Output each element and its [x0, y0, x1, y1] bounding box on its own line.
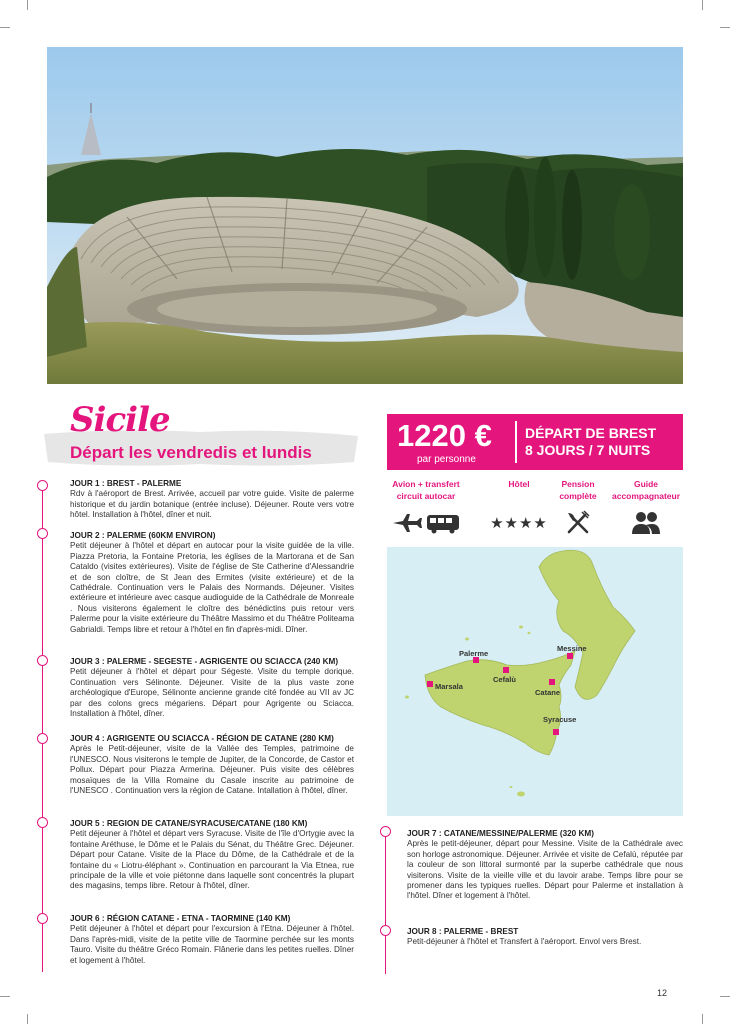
crop-mark — [720, 996, 730, 997]
timeline-dot — [37, 655, 48, 666]
crop-mark — [27, 0, 28, 10]
crop-mark — [0, 996, 10, 997]
itinerary-day-4 — [70, 734, 354, 796]
timeline-dot — [380, 925, 391, 936]
timeline-dot — [37, 913, 48, 924]
map-marker-catane — [549, 679, 555, 685]
destination-title: Sicile — [70, 400, 170, 440]
itinerary-day-6 — [70, 914, 354, 966]
day-description: Petit déjeuner à l'hôtel et départ vers Syracuse. Visite de l'île d'Ortygie avec la fontaine Aréthuse, le Dôme et le Palais du Sénat, du Théâtre Grec. Déjeuner. Départ pour Catane. Visite de la Place du Dôme, de la Cathédrale et de la fontaine du « Liotru-éléphant ». Continuation en parcourant la Via Etnea, rue principale de la ville et voie piétonne dans laquelle sont concentrés la plupart des magasins, temps libre. Retour à l'hôtel, dîner. — [70, 829, 354, 891]
price-per-person: par personne — [417, 454, 476, 465]
day-title: JOUR 1 : BREST - PALERME — [70, 479, 182, 488]
four-stars-icon: ★★★★ — [490, 515, 548, 532]
itinerary-day-1 — [70, 479, 354, 521]
timeline-dot — [37, 733, 48, 744]
price-amount: 1220 € — [397, 418, 492, 453]
map-label-cefalu: Cefalù — [493, 675, 516, 684]
itinerary-timeline-right — [385, 832, 386, 974]
itinerary-day-7 — [407, 829, 683, 902]
day-description: Petit-déjeuner à l'hôtel et Transfert à l'aéroport. Envol vers Brest. — [407, 937, 642, 947]
day-description: Petit déjeuner à l'hôtel et départ pour l'excursion à l'Etna. Déjeuner à l'hôtel. Dans l'après-midi, visite de la petite ville de Taormine perchée sur les monts Tauro. Visite du théâtre Gréco Romain. Flânerie dans les petites ruelles. Dîner et logement à l'hôtel. — [70, 924, 354, 965]
day-description: Après le Petit-déjeuner, visite de la Vallée des Temples, patrimoine de l'UNESCO. Nous visiterons le temple de Jupiter, de la Concorde, de Castor et Pollux. Départ pour Piazza Armerina. Déjeuner. Puis visite des célèbres mosaïques de la Villa Romaine du Casale inscrite au patrimoine de l'UNESCO . Continuation vers la région de Catane. Intallation à l'hôtel, dîner. — [70, 744, 354, 796]
map-label-catane: Catane — [535, 688, 561, 697]
day-title: JOUR 3 : PALERME - SEGESTE - AGRIGENTE OU SCIACCA (240 KM) — [70, 657, 339, 666]
day-description: Petit déjeuner à l'hôtel et départ pour Ségeste. Visite du temple dorique. Continuation vers Sélinonte. Déjeuner. Visite de la plus vaste zone archéologique d'Europe, Sélinonte ancienne grande cité fondée au VII av JC par des colons grecs mégariens. Départ pour Agrigente ou Sciacca. Installation à l'hôtel, dîner. — [70, 667, 354, 719]
map-marker-cefalu — [503, 667, 509, 673]
feature-guide — [611, 478, 681, 536]
feature-label: Guide accompagnateur — [611, 479, 681, 501]
departure-days-subtitle: Départ les vendredis et lundis — [70, 443, 312, 462]
crop-mark — [0, 27, 10, 28]
itinerary-day-8 — [407, 927, 683, 948]
page-number: 12 — [657, 988, 668, 998]
map-label-syracuse: Syracuse — [543, 715, 577, 724]
timeline-dot — [380, 826, 391, 837]
map-label-palerme: Palerme — [459, 649, 489, 658]
day-title: JOUR 2 : PALERME (60KM ENVIRON) — [70, 531, 216, 540]
day-title: JOUR 8 : PALERME - BREST — [407, 927, 519, 936]
feature-label: Hôtel — [508, 479, 530, 489]
day-description: Rdv à l'aéroport de Brest. Arrivée, accueil par votre guide. Visite de palerme historique et du jardin botanique (entrée incluse). Déjeuner. Route vers votre hôtel. Installation à l'hôtel, dîner et nuit. — [70, 489, 354, 520]
feature-label: Pension complète — [559, 479, 597, 501]
day-title: JOUR 7 : CATANE/MESSINE/PALERME (320 KM) — [407, 829, 594, 838]
itinerary-day-5 — [70, 819, 354, 892]
crop-mark — [27, 1014, 28, 1024]
trip-duration: 8 JOURS / 7 NUITS — [525, 442, 651, 458]
title-block — [40, 398, 370, 478]
departure-city: DÉPART DE BREST — [525, 425, 657, 441]
itinerary-day-3 — [70, 657, 354, 719]
crop-mark — [720, 27, 730, 28]
feature-transport — [391, 478, 461, 536]
crop-mark — [702, 0, 703, 10]
feature-board — [543, 478, 613, 536]
plane-bus-icon — [391, 510, 461, 536]
day-title: JOUR 6 : RÉGION CATANE - ETNA - TAORMINE (140 KM) — [70, 914, 291, 923]
timeline-dot — [37, 480, 48, 491]
timeline-dot — [37, 817, 48, 828]
map-marker-messine — [567, 653, 573, 659]
map-marker-marsala — [427, 681, 433, 687]
day-description: Petit déjeuner à l'hôtel et départ en autocar pour la visite guidée de la ville. Piazza Pretoria, la Fontaine Pretoria, les églises de la Martorana et de San Cataldo (visites extérieures). Visite de l'église de Ste Catherine d'Alessandrie et de son cloître, de St Jean des Ermites (visite extérieure) et de la Cathédrale. Continuation vers le Palais des Normands. Déjeuner. Visites extérieure et intérieure avec casque audioguide de la Cathédrale de Monreale . Nous visiterons également le cloître des bénédictins puis retour vers Palerme pour la visite extérieure du Théâtre Massimo et du Théâtre Politeama Gabrialdi. Temps libre et retour à l'hôtel en fin d'après-midi. Dîner. — [70, 541, 354, 634]
departure-info — [525, 425, 656, 459]
price-banner — [387, 414, 683, 470]
fork-knife-icon — [543, 510, 613, 536]
day-title: JOUR 4 : AGRIGENTE OU SCIACCA - RÉGION DE CATANE (280 KM) — [70, 734, 334, 743]
itinerary-day-2 — [70, 531, 354, 635]
map-label-marsala: Marsala — [435, 682, 463, 691]
feature-label: Avion + transfert circuit autocar — [392, 479, 460, 501]
price-divider — [515, 421, 517, 463]
crop-mark — [702, 1014, 703, 1024]
day-description: Après le petit-déjeuner, départ pour Messine. Visite de la Cathédrale avec son horloge astronomique. Déjeuner. Arrivée et visite de Cefalù, réputée par la couleur de son littoral surmonté par la superbe cathédrale que nous visiterons. Visite de la vieille ville et du lavoir arabe. Temps libre pour se promener dans les typiques ruelles. Départ pour Palerme et installation à l'hôtel. Dîner et logement à l'hôtel. — [407, 839, 683, 901]
map-label-messine: Messine — [557, 644, 587, 653]
map-marker-syracuse — [553, 729, 559, 735]
timeline-dot — [37, 528, 48, 539]
people-icon — [611, 510, 681, 536]
day-title: JOUR 5 : REGION DE CATANE/SYRACUSE/CATANE (180 KM) — [70, 819, 308, 828]
hero-photo-greek-theatre — [47, 47, 683, 384]
itinerary-timeline — [42, 487, 43, 972]
sicily-map — [387, 547, 683, 816]
